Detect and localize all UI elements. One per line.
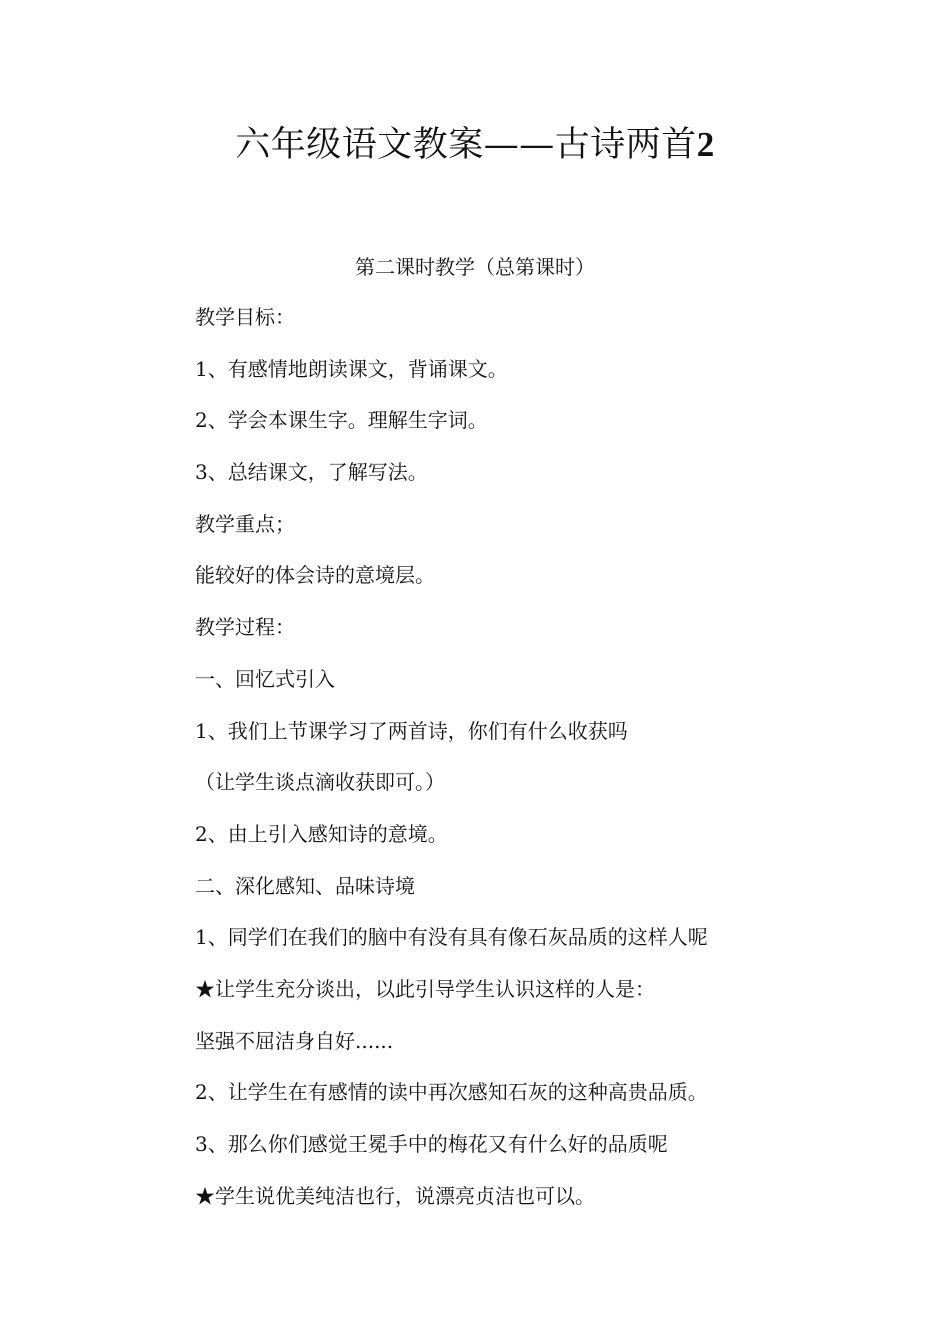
lesson-body xyxy=(195,302,835,1232)
document-title xyxy=(0,120,950,170)
process-item: 3、那么你们感觉王冕手中的梅花又有什么好的品质呢 xyxy=(195,1132,668,1156)
objective-item: 2、学会本课生字。理解生字词。 xyxy=(195,408,488,433)
section-heading-key-points: 教学重点； xyxy=(195,511,295,536)
process-note: ★学生说优美纯洁也行，说漂亮贞洁也可以。 xyxy=(195,1183,595,1208)
title-text: 六年级语文教案——古诗两首 xyxy=(235,125,697,165)
process-step-heading: 二、深化感知、品味诗境 xyxy=(195,873,415,898)
process-item: 2、由上引入感知诗的意境。 xyxy=(195,821,448,846)
lesson-subtitle: 第二课时教学（总第课时） xyxy=(355,255,595,279)
key-point-text: 能较好的体会诗的意境层。 xyxy=(195,563,435,588)
process-step-heading: 一、回忆式引入 xyxy=(195,666,335,691)
process-item: 1、同学们在我们的脑中有没有具有像石灰品质的这样人呢 xyxy=(195,925,708,950)
process-note: 坚强不屈洁身自好...... xyxy=(195,1028,394,1053)
objective-item: 3、总结课文，了解写法。 xyxy=(195,460,428,485)
section-heading-process: 教学过程： xyxy=(195,615,295,640)
process-item: 2、让学生在有感情的读中再次感知石灰的这种高贵品质。 xyxy=(195,1080,708,1105)
process-note: ★让学生充分谈出，以此引导学生认识这样的人是： xyxy=(195,976,655,1001)
process-item: 1、我们上节课学习了两首诗，你们有什么收获吗 xyxy=(195,718,628,743)
process-note: （让学生谈点滴收获即可。） xyxy=(195,770,445,795)
section-heading-objectives: 教学目标： xyxy=(195,305,295,329)
title-number: 2 xyxy=(696,125,715,164)
objective-item: 1、有感情地朗读课文，背诵课文。 xyxy=(195,356,508,381)
